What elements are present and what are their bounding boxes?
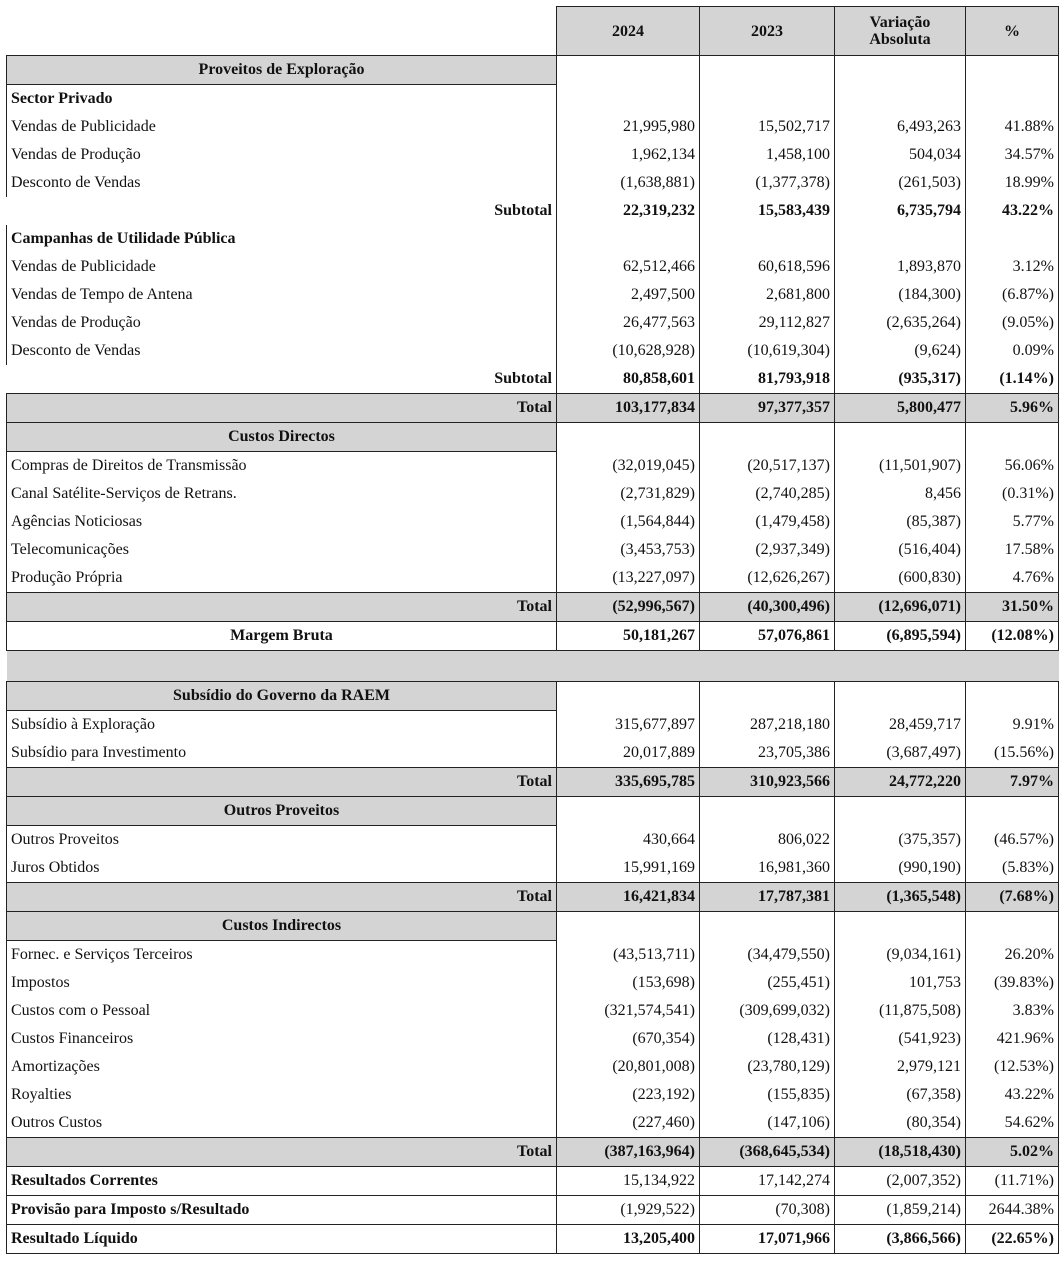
value-2024: 430,664 bbox=[557, 826, 700, 855]
value-2024: 26,477,563 bbox=[557, 309, 700, 337]
table-row-result bbox=[7, 1196, 1059, 1225]
value-2023: 97,377,357 bbox=[700, 394, 835, 423]
empty-cell bbox=[835, 225, 966, 253]
table-row-group bbox=[7, 225, 1059, 253]
value-variation: (600,830) bbox=[835, 564, 966, 593]
value-variation: (85,387) bbox=[835, 508, 966, 536]
table-row-section bbox=[7, 797, 1059, 826]
value-variation: (11,501,907) bbox=[835, 452, 966, 481]
value-variation: 2,979,121 bbox=[835, 1053, 966, 1081]
table-row-item bbox=[7, 480, 1059, 508]
value-variation: (3,687,497) bbox=[835, 739, 966, 768]
header-variation bbox=[835, 7, 966, 56]
empty-cell bbox=[700, 682, 835, 711]
value-2023: 2,681,800 bbox=[700, 281, 835, 309]
row-label: Subsídio à Exploração bbox=[7, 711, 557, 740]
table-row-item bbox=[7, 536, 1059, 564]
value-2023: 15,502,717 bbox=[700, 113, 835, 141]
empty-cell bbox=[966, 225, 1059, 253]
value-percent: (15.56%) bbox=[966, 739, 1059, 768]
row-label: Vendas de Publicidade bbox=[7, 253, 557, 281]
table-row-item bbox=[7, 281, 1059, 309]
value-variation: (541,923) bbox=[835, 1025, 966, 1053]
group-heading: Sector Privado bbox=[7, 85, 557, 114]
table-row-item bbox=[7, 337, 1059, 365]
value-2024: (10,628,928) bbox=[557, 337, 700, 365]
empty-cell bbox=[966, 682, 1059, 711]
value-2023: 310,923,566 bbox=[700, 768, 835, 797]
value-2024: (43,513,711) bbox=[557, 941, 700, 970]
table-row-item bbox=[7, 1025, 1059, 1053]
empty-cell bbox=[557, 85, 700, 114]
table-row-item bbox=[7, 854, 1059, 883]
table-row-item bbox=[7, 739, 1059, 768]
value-2024: 15,134,922 bbox=[557, 1167, 700, 1196]
table-row-item bbox=[7, 711, 1059, 740]
value-percent: 5.02% bbox=[966, 1138, 1059, 1167]
row-label: Total bbox=[7, 593, 557, 622]
row-label: Impostos bbox=[7, 969, 557, 997]
row-label: Outros Proveitos bbox=[7, 826, 557, 855]
empty-cell bbox=[966, 85, 1059, 114]
table-row-subtotal bbox=[7, 197, 1059, 225]
table-row-item bbox=[7, 997, 1059, 1025]
empty-cell bbox=[700, 225, 835, 253]
value-2023: (255,451) bbox=[700, 969, 835, 997]
empty-cell bbox=[835, 85, 966, 114]
value-variation: (516,404) bbox=[835, 536, 966, 564]
row-label: Royalties bbox=[7, 1081, 557, 1109]
value-2023: (1,479,458) bbox=[700, 508, 835, 536]
value-2024: (52,996,567) bbox=[557, 593, 700, 622]
value-2023: (23,780,129) bbox=[700, 1053, 835, 1081]
value-2024: (227,460) bbox=[557, 1109, 700, 1138]
empty-cell bbox=[700, 56, 835, 85]
value-2023: (368,645,534) bbox=[700, 1138, 835, 1167]
value-2023: (1,377,378) bbox=[700, 169, 835, 197]
value-variation: 8,456 bbox=[835, 480, 966, 508]
row-label: Total bbox=[7, 883, 557, 912]
row-label: Outros Custos bbox=[7, 1109, 557, 1138]
row-label: Compras de Direitos de Transmissão bbox=[7, 452, 557, 481]
table-row-gap bbox=[7, 651, 1059, 682]
value-2023: 806,022 bbox=[700, 826, 835, 855]
table-body bbox=[7, 56, 1059, 1254]
value-variation: (9,034,161) bbox=[835, 941, 966, 970]
value-percent: 17.58% bbox=[966, 536, 1059, 564]
empty-cell bbox=[557, 423, 700, 452]
header-2023: 2023 bbox=[700, 7, 835, 56]
value-percent: 56.06% bbox=[966, 452, 1059, 481]
value-percent: (12.53%) bbox=[966, 1053, 1059, 1081]
row-label: Resultados Correntes bbox=[7, 1167, 557, 1196]
row-label: Margem Bruta bbox=[7, 622, 557, 651]
value-2023: 23,705,386 bbox=[700, 739, 835, 768]
row-label: Canal Satélite-Serviços de Retrans. bbox=[7, 480, 557, 508]
row-label: Vendas de Produção bbox=[7, 141, 557, 169]
table-row-section bbox=[7, 423, 1059, 452]
value-percent: 421.96% bbox=[966, 1025, 1059, 1053]
header-row bbox=[7, 7, 1059, 56]
value-2024: (3,453,753) bbox=[557, 536, 700, 564]
value-variation: 504,034 bbox=[835, 141, 966, 169]
value-2024: 13,205,400 bbox=[557, 1225, 700, 1254]
value-percent: (11.71%) bbox=[966, 1167, 1059, 1196]
section-heading: Custos Directos bbox=[7, 423, 557, 452]
value-2023: (34,479,550) bbox=[700, 941, 835, 970]
income-statement-table bbox=[6, 6, 1059, 1254]
header-blank bbox=[7, 7, 557, 56]
value-2023: 17,142,274 bbox=[700, 1167, 835, 1196]
table-row-section bbox=[7, 682, 1059, 711]
empty-cell bbox=[966, 423, 1059, 452]
value-variation: 24,772,220 bbox=[835, 768, 966, 797]
section-heading: Subsídio do Governo da RAEM bbox=[7, 682, 557, 711]
value-2023: (155,835) bbox=[700, 1081, 835, 1109]
value-percent: (22.65%) bbox=[966, 1225, 1059, 1254]
row-label: Telecomunicações bbox=[7, 536, 557, 564]
value-2024: (321,574,541) bbox=[557, 997, 700, 1025]
value-percent: 3.83% bbox=[966, 997, 1059, 1025]
value-variation: (2,635,264) bbox=[835, 309, 966, 337]
row-label: Total bbox=[7, 768, 557, 797]
row-label: Vendas de Tempo de Antena bbox=[7, 281, 557, 309]
value-variation: (184,300) bbox=[835, 281, 966, 309]
empty-cell bbox=[835, 682, 966, 711]
row-label: Custos Financeiros bbox=[7, 1025, 557, 1053]
section-heading: Custos Indirectos bbox=[7, 912, 557, 941]
value-variation: (261,503) bbox=[835, 169, 966, 197]
row-label: Subtotal bbox=[7, 197, 557, 225]
value-percent: 43.22% bbox=[966, 197, 1059, 225]
value-2023: 1,458,100 bbox=[700, 141, 835, 169]
table-row-item bbox=[7, 1109, 1059, 1138]
table-row-section bbox=[7, 56, 1059, 85]
value-2024: 50,181,267 bbox=[557, 622, 700, 651]
value-2024: (1,929,522) bbox=[557, 1196, 700, 1225]
value-variation: (1,365,548) bbox=[835, 883, 966, 912]
value-2024: 22,319,232 bbox=[557, 197, 700, 225]
value-2023: (20,517,137) bbox=[700, 452, 835, 481]
table-row-final bbox=[7, 1225, 1059, 1254]
group-heading: Campanhas de Utilidade Pública bbox=[7, 225, 557, 253]
row-label: Desconto de Vendas bbox=[7, 169, 557, 197]
value-2024: 21,995,980 bbox=[557, 113, 700, 141]
value-2024: 80,858,601 bbox=[557, 365, 700, 394]
value-percent: 41.88% bbox=[966, 113, 1059, 141]
empty-cell bbox=[557, 912, 700, 941]
value-2024: 1,962,134 bbox=[557, 141, 700, 169]
table-row-item bbox=[7, 508, 1059, 536]
value-variation: 6,493,263 bbox=[835, 113, 966, 141]
table-row-item bbox=[7, 113, 1059, 141]
table-row-section bbox=[7, 912, 1059, 941]
value-2024: (1,638,881) bbox=[557, 169, 700, 197]
table-row-item bbox=[7, 1053, 1059, 1081]
value-2023: 17,071,966 bbox=[700, 1225, 835, 1254]
table-row-group bbox=[7, 85, 1059, 114]
value-2023: (10,619,304) bbox=[700, 337, 835, 365]
value-2024: 15,991,169 bbox=[557, 854, 700, 883]
value-2023: 17,787,381 bbox=[700, 883, 835, 912]
value-variation: 5,800,477 bbox=[835, 394, 966, 423]
row-label: Desconto de Vendas bbox=[7, 337, 557, 365]
table-row-item bbox=[7, 169, 1059, 197]
empty-cell bbox=[700, 423, 835, 452]
value-percent: (12.08%) bbox=[966, 622, 1059, 651]
value-2023: 81,793,918 bbox=[700, 365, 835, 394]
value-variation: 1,893,870 bbox=[835, 253, 966, 281]
value-percent: 34.57% bbox=[966, 141, 1059, 169]
value-variation: 6,735,794 bbox=[835, 197, 966, 225]
value-variation: (935,317) bbox=[835, 365, 966, 394]
empty-cell bbox=[835, 797, 966, 826]
value-percent: 26.20% bbox=[966, 941, 1059, 970]
value-percent: (1.14%) bbox=[966, 365, 1059, 394]
value-percent: (6.87%) bbox=[966, 281, 1059, 309]
value-variation: (1,859,214) bbox=[835, 1196, 966, 1225]
header-percent: % bbox=[966, 7, 1059, 56]
empty-cell bbox=[557, 225, 700, 253]
value-variation: (18,518,430) bbox=[835, 1138, 966, 1167]
table-row-item bbox=[7, 1081, 1059, 1109]
empty-cell bbox=[835, 423, 966, 452]
table-row-item bbox=[7, 141, 1059, 169]
empty-cell bbox=[557, 56, 700, 85]
table-row-item bbox=[7, 253, 1059, 281]
value-percent: (5.83%) bbox=[966, 854, 1059, 883]
value-percent: 54.62% bbox=[966, 1109, 1059, 1138]
table-row-item bbox=[7, 452, 1059, 481]
value-2024: (13,227,097) bbox=[557, 564, 700, 593]
value-percent: 2644.38% bbox=[966, 1196, 1059, 1225]
value-percent: (7.68%) bbox=[966, 883, 1059, 912]
value-percent: (9.05%) bbox=[966, 309, 1059, 337]
table-row-item bbox=[7, 941, 1059, 970]
value-variation: 101,753 bbox=[835, 969, 966, 997]
value-2024: (20,801,008) bbox=[557, 1053, 700, 1081]
value-percent: 5.77% bbox=[966, 508, 1059, 536]
value-percent: 43.22% bbox=[966, 1081, 1059, 1109]
value-variation: (375,357) bbox=[835, 826, 966, 855]
value-2024: (153,698) bbox=[557, 969, 700, 997]
value-percent: 9.91% bbox=[966, 711, 1059, 740]
header-variation-line1: Variação bbox=[869, 14, 931, 31]
value-variation: (2,007,352) bbox=[835, 1167, 966, 1196]
table-row-margin bbox=[7, 622, 1059, 651]
header-variation-line2: Absoluta bbox=[869, 31, 931, 48]
value-2024: (223,192) bbox=[557, 1081, 700, 1109]
row-label: Vendas de Publicidade bbox=[7, 113, 557, 141]
row-label: Total bbox=[7, 394, 557, 423]
row-label: Juros Obtidos bbox=[7, 854, 557, 883]
value-2024: 335,695,785 bbox=[557, 768, 700, 797]
value-2023: 60,618,596 bbox=[700, 253, 835, 281]
value-2023: (2,937,349) bbox=[700, 536, 835, 564]
value-2024: 62,512,466 bbox=[557, 253, 700, 281]
value-2023: 287,218,180 bbox=[700, 711, 835, 740]
value-2024: 315,677,897 bbox=[557, 711, 700, 740]
table-row-total bbox=[7, 394, 1059, 423]
value-variation: (9,624) bbox=[835, 337, 966, 365]
table-row-item bbox=[7, 564, 1059, 593]
table-row-item bbox=[7, 826, 1059, 855]
value-2024: (2,731,829) bbox=[557, 480, 700, 508]
value-percent: (46.57%) bbox=[966, 826, 1059, 855]
value-2023: 57,076,861 bbox=[700, 622, 835, 651]
value-percent: 18.99% bbox=[966, 169, 1059, 197]
table-row-item bbox=[7, 309, 1059, 337]
table-row-total bbox=[7, 883, 1059, 912]
value-2024: (32,019,045) bbox=[557, 452, 700, 481]
row-label: Provisão para Imposto s/Resultado bbox=[7, 1196, 557, 1225]
section-heading: Outros Proveitos bbox=[7, 797, 557, 826]
value-2023: (2,740,285) bbox=[700, 480, 835, 508]
empty-cell bbox=[966, 56, 1059, 85]
row-label: Subtotal bbox=[7, 365, 557, 394]
section-heading: Proveitos de Exploração bbox=[7, 56, 557, 85]
header-2024: 2024 bbox=[557, 7, 700, 56]
value-2024: 16,421,834 bbox=[557, 883, 700, 912]
value-variation: (11,875,508) bbox=[835, 997, 966, 1025]
empty-cell bbox=[835, 912, 966, 941]
row-label: Total bbox=[7, 1138, 557, 1167]
row-label: Produção Própria bbox=[7, 564, 557, 593]
table-row-total bbox=[7, 768, 1059, 797]
empty-cell bbox=[966, 912, 1059, 941]
value-variation: 28,459,717 bbox=[835, 711, 966, 740]
empty-cell bbox=[835, 56, 966, 85]
value-variation: (67,358) bbox=[835, 1081, 966, 1109]
value-variation: (990,190) bbox=[835, 854, 966, 883]
value-2023: (309,699,032) bbox=[700, 997, 835, 1025]
value-percent: 7.97% bbox=[966, 768, 1059, 797]
value-variation: (3,866,566) bbox=[835, 1225, 966, 1254]
value-percent: 31.50% bbox=[966, 593, 1059, 622]
value-2023: (70,308) bbox=[700, 1196, 835, 1225]
empty-cell bbox=[557, 797, 700, 826]
table-row-total bbox=[7, 1138, 1059, 1167]
value-2023: (128,431) bbox=[700, 1025, 835, 1053]
value-2023: 29,112,827 bbox=[700, 309, 835, 337]
table-row-subtotal bbox=[7, 365, 1059, 394]
value-2023: 15,583,439 bbox=[700, 197, 835, 225]
row-label: Amortizações bbox=[7, 1053, 557, 1081]
value-percent: (0.31%) bbox=[966, 480, 1059, 508]
row-label: Vendas de Produção bbox=[7, 309, 557, 337]
value-percent: 0.09% bbox=[966, 337, 1059, 365]
value-2024: (387,163,964) bbox=[557, 1138, 700, 1167]
value-variation: (12,696,071) bbox=[835, 593, 966, 622]
row-label: Fornec. e Serviços Terceiros bbox=[7, 941, 557, 970]
value-variation: (80,354) bbox=[835, 1109, 966, 1138]
value-2024: 103,177,834 bbox=[557, 394, 700, 423]
row-label: Custos com o Pessoal bbox=[7, 997, 557, 1025]
value-2024: (1,564,844) bbox=[557, 508, 700, 536]
value-2023: (40,300,496) bbox=[700, 593, 835, 622]
value-2024: 20,017,889 bbox=[557, 739, 700, 768]
row-label: Resultado Líquido bbox=[7, 1225, 557, 1254]
empty-cell bbox=[700, 797, 835, 826]
value-2023: (147,106) bbox=[700, 1109, 835, 1138]
empty-cell bbox=[557, 682, 700, 711]
table-row-result bbox=[7, 1167, 1059, 1196]
value-2024: (670,354) bbox=[557, 1025, 700, 1053]
value-variation: (6,895,594) bbox=[835, 622, 966, 651]
row-label: Agências Noticiosas bbox=[7, 508, 557, 536]
value-2023: (12,626,267) bbox=[700, 564, 835, 593]
value-percent: 3.12% bbox=[966, 253, 1059, 281]
empty-cell bbox=[700, 912, 835, 941]
value-percent: (39.83%) bbox=[966, 969, 1059, 997]
value-percent: 4.76% bbox=[966, 564, 1059, 593]
empty-cell bbox=[700, 85, 835, 114]
spacer-band bbox=[7, 651, 1059, 682]
value-2024: 2,497,500 bbox=[557, 281, 700, 309]
empty-cell bbox=[966, 797, 1059, 826]
value-2023: 16,981,360 bbox=[700, 854, 835, 883]
value-percent: 5.96% bbox=[966, 394, 1059, 423]
table-row-total bbox=[7, 593, 1059, 622]
table-row-item bbox=[7, 969, 1059, 997]
row-label: Subsídio para Investimento bbox=[7, 739, 557, 768]
